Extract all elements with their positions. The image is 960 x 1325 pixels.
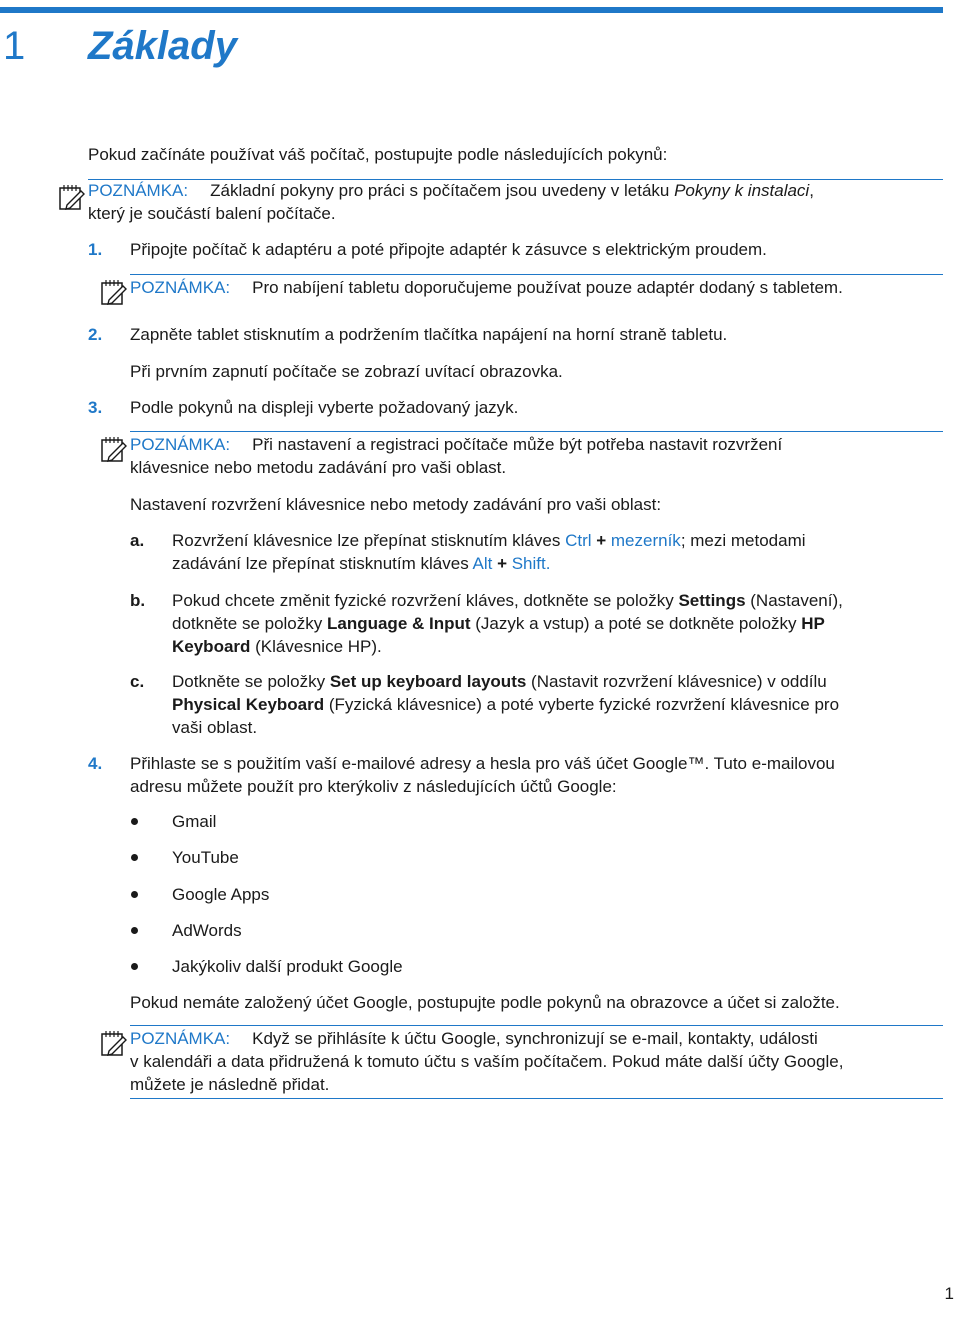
sub-c-text-3: (Fyzická klávesnice) a poté vyberte fyzické rozvržení klávesnice pro xyxy=(324,695,840,714)
key-ctrl: Ctrl xyxy=(565,531,592,550)
physical-keyboard-term: Physical Keyboard xyxy=(172,695,325,714)
sub-b-text-1: Pokud chcete změnit fyzické rozvržení kláves, dotkněte se položky xyxy=(172,591,679,610)
note-4-text-1: Když se přihlásíte k účtu Google, synchronizují se e-mail, kontakty, události xyxy=(252,1029,818,1048)
sub-c-text-1: Dotkněte se položky xyxy=(172,672,330,691)
note-3-label: POZNÁMKA: xyxy=(130,435,231,454)
step-3-text: Podle pokynů na displeji vyberte požadovaný jazyk. xyxy=(130,398,519,417)
plus-sign: + xyxy=(591,531,611,550)
sub-b-text-4: (Jazyk a vstup) a poté se dotkněte položky xyxy=(470,614,802,633)
sub-a-text-1: Rozvržení klávesnice lze přepínat stisknutím kláves xyxy=(172,531,566,550)
note-2-line xyxy=(130,276,843,299)
sub-a-line-1 xyxy=(172,529,806,552)
sub-a-line-2 xyxy=(172,552,550,575)
note-1-line-1 xyxy=(88,179,814,202)
step-4-line-2: adresu můžete použít pro kterýkoliv z následujících účtů Google: xyxy=(130,777,617,796)
keyboard-term: Keyboard xyxy=(172,637,251,656)
sub-c-line-2 xyxy=(172,693,839,716)
step-2-number: 2. xyxy=(88,325,103,344)
note-4-rule xyxy=(130,1025,943,1026)
account-youtube: YouTube xyxy=(172,848,239,867)
page-number: 1 xyxy=(944,1284,954,1303)
step-2-text: Zapněte tablet stisknutím a podržením tlačítka napájení na horní straně tabletu. xyxy=(130,325,728,344)
sub-b-line-3 xyxy=(172,635,382,658)
layout-intro: Nastavení rozvržení klávesnice nebo metody zadávání pro vaši oblast: xyxy=(130,495,662,514)
settings-term: Settings xyxy=(678,591,746,610)
sub-a-text-4: . xyxy=(545,554,551,573)
step-4-line-1: Přihlaste se s použitím vaší e-mailové adresy a hesla pro váš účet Google™. Tuto e-mailovou xyxy=(130,754,835,773)
sub-a-text-2: ; mezi metodami xyxy=(680,531,806,550)
sub-b-text-5: (Klávesnice HP). xyxy=(250,637,382,656)
note-1-line-2: který je součástí balení počítače. xyxy=(88,204,336,223)
sub-b-text-3: dotkněte se položky xyxy=(172,614,327,633)
note-4-bottom-rule xyxy=(130,1098,943,1099)
note-1-text-b: , xyxy=(809,181,814,200)
note-4-label: POZNÁMKA: xyxy=(130,1029,231,1048)
note-3-text-1: Při nastavení a registraci počítače může být potřeba nastavit rozvržení xyxy=(252,435,783,454)
sub-b-line-2 xyxy=(172,612,825,635)
bullet-dot xyxy=(131,927,138,934)
sub-a-letter: a. xyxy=(130,531,145,550)
sub-c-line-3: vaši oblast. xyxy=(172,718,258,737)
key-alt: Alt xyxy=(472,554,493,573)
note-3-line-1 xyxy=(130,433,782,456)
sub-b-text-2: (Nastavení), xyxy=(745,591,843,610)
note-4-line-2: v kalendáři a data přidružená k tomuto účtu s vaším počítačem. Pokud máte další účty Google, xyxy=(130,1052,844,1071)
step-1-text: Připojte počítač k adaptéru a poté připojte adaptér k zásuvce s elektrickým proudem. xyxy=(130,240,767,259)
sub-a-text-3: zadávání lze přepínat stisknutím kláves xyxy=(172,554,473,573)
hp-term: HP xyxy=(801,614,825,633)
note-4-pencil-icon xyxy=(100,1029,128,1057)
chapter-title: Základy xyxy=(88,24,237,68)
note-2-rule xyxy=(130,274,943,275)
intro-paragraph: Pokud začínáte používat váš počítač, postupujte podle následujících pokynů: xyxy=(88,145,668,164)
note-3-line-2: klávesnice nebo metodu zadávání pro vaši oblast. xyxy=(130,458,507,477)
set-up-keyboard-layouts-term: Set up keyboard layouts xyxy=(329,672,527,691)
account-gmail: Gmail xyxy=(172,812,217,831)
bullet-dot xyxy=(131,891,138,898)
step-1-number: 1. xyxy=(88,240,103,259)
language-input-term: Language & Input xyxy=(326,614,471,633)
bullet-dot xyxy=(131,818,138,825)
key-space: mezerník xyxy=(610,531,681,550)
note-3-rule xyxy=(130,431,943,432)
note-2-label: POZNÁMKA: xyxy=(130,278,231,297)
sub-b-line-1 xyxy=(172,589,843,612)
sub-c-line-1 xyxy=(172,670,827,693)
account-google-apps: Google Apps xyxy=(172,885,270,904)
note-1-text-a: Základní pokyny pro práci s počítačem jsou uvedeny v letáku xyxy=(210,181,675,200)
sub-c-text-2: (Nastavit rozvržení klávesnice) v oddílu xyxy=(526,672,827,691)
note-2-text: Pro nabíjení tabletu doporučujeme používat pouze adaptér dodaný s tabletem. xyxy=(252,278,843,297)
note-3-pencil-icon xyxy=(100,435,128,463)
bullet-dot xyxy=(131,854,138,861)
account-other: Jakýkoliv další produkt Google xyxy=(172,957,403,976)
plus-sign: + xyxy=(492,554,512,573)
account-adwords: AdWords xyxy=(172,921,242,940)
note-4-line-1 xyxy=(130,1027,818,1050)
key-shift: Shift xyxy=(511,554,546,573)
sub-c-letter: c. xyxy=(130,672,145,691)
bullet-dot xyxy=(131,963,138,970)
step-4-number: 4. xyxy=(88,754,103,773)
note-1-label: POZNÁMKA: xyxy=(88,181,189,200)
note-1-pencil-icon xyxy=(58,183,86,211)
sub-b-letter: b. xyxy=(130,591,146,610)
note-2-pencil-icon xyxy=(100,278,128,306)
step-2-subtext: Při prvním zapnutí počítače se zobrazí uvítací obrazovka. xyxy=(130,362,563,381)
step-3-number: 3. xyxy=(88,398,103,417)
chapter-number: 1 xyxy=(3,24,26,68)
chapter-top-rule xyxy=(0,7,943,13)
no-account-text: Pokud nemáte založený účet Google, postupujte podle pokynů na obrazovce a účet si založte. xyxy=(130,993,840,1012)
note-1-italic: Pokyny k instalaci xyxy=(674,181,810,200)
note-4-line-3: můžete je následně přidat. xyxy=(130,1075,330,1094)
